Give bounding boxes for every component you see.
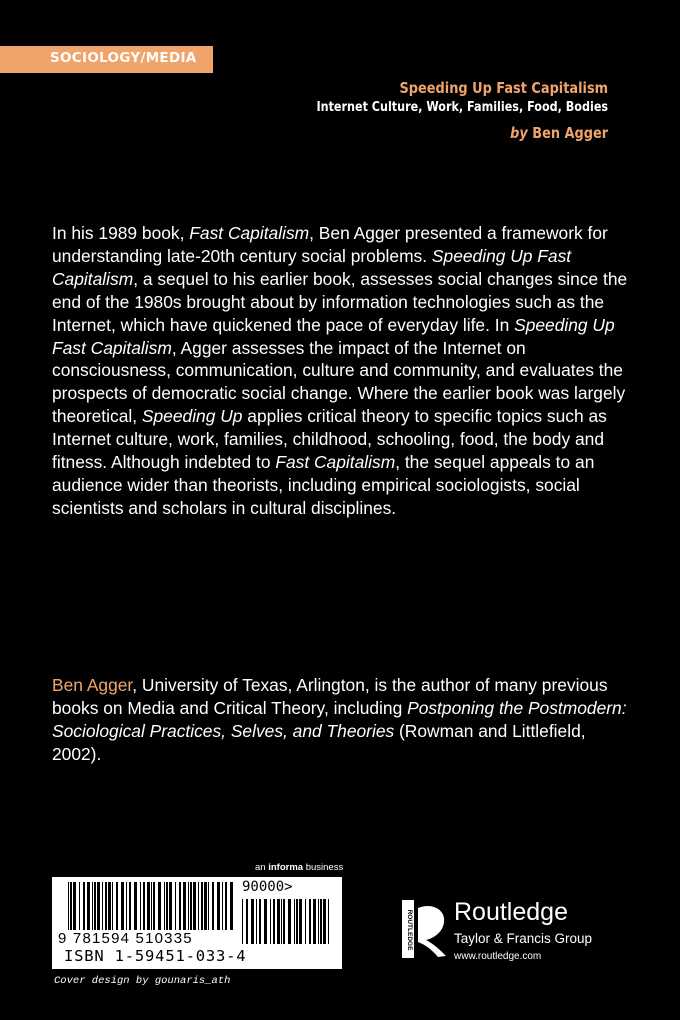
barcode-bar <box>283 899 285 944</box>
barcode-bar <box>230 882 233 930</box>
blurb-text: , Ben Agger presented a framework for understanding late-20th century social problems. <box>52 223 608 266</box>
barcode-bar <box>70 882 72 930</box>
bio-text: (Rowman and Littlefield, 2002). <box>52 720 586 764</box>
author-bio <box>52 674 632 766</box>
book-author: Ben Agger <box>532 124 608 142</box>
barcode-bar <box>140 882 141 930</box>
blurb-text: , the sequel appeals to an audience wider than theorists, including empirical sociologists, social scientists and scholars in cultural disciplines. <box>52 452 595 518</box>
barcode-bar <box>153 882 155 930</box>
barcode-bar <box>147 882 150 930</box>
book-blurb <box>52 222 632 520</box>
barcode-bar <box>126 882 127 930</box>
cover-credit: Cover design by gounaris_ath <box>54 975 231 987</box>
publisher-name: Routledge <box>454 898 568 926</box>
barcode-bar <box>204 882 207 930</box>
barcode-bar <box>183 882 186 930</box>
barcode-bar <box>246 899 248 944</box>
barcode-bar <box>217 882 220 930</box>
barcode-bar <box>175 882 176 930</box>
barcode-bar <box>129 882 131 930</box>
barcode-bar <box>299 899 302 944</box>
barcode-bar <box>121 882 124 930</box>
bio-author-name: Ben Agger <box>52 675 133 695</box>
logo-vertical-text: ROUTLEDGE <box>406 909 413 951</box>
barcode-bar <box>79 882 80 930</box>
barcode-bar <box>143 882 145 930</box>
ean-digits: 9 781594 510335 <box>58 930 193 947</box>
barcode-bar <box>169 882 172 930</box>
barcode-bar <box>270 899 271 944</box>
blurb-italic: Fast Capitalism <box>275 452 396 473</box>
barcode-bar <box>273 899 275 944</box>
barcode-bar <box>318 899 319 944</box>
barcode-bar <box>179 882 181 930</box>
barcode-bar <box>296 899 298 944</box>
barcode-bar <box>87 882 90 930</box>
barcode-bar <box>294 899 295 944</box>
barcode-bar <box>208 882 209 930</box>
isbn-barcode <box>52 877 342 969</box>
barcode-bar <box>73 882 76 930</box>
barcode-bar <box>190 882 192 930</box>
informa-suffix: business <box>303 862 344 873</box>
barcode-bar <box>105 882 107 930</box>
barcode-addon-digits: 90000> <box>242 879 293 895</box>
barcode-bar <box>158 882 161 930</box>
isbn-number: ISBN 1-59451-033-4 <box>64 947 247 965</box>
barcode-bar <box>225 882 227 930</box>
blurb-italic: Speeding Up <box>141 406 243 427</box>
barcode-bar <box>68 882 69 930</box>
barcode-bar <box>97 882 100 930</box>
barcode-bar <box>320 899 322 944</box>
barcode-bar <box>281 899 282 944</box>
barcode-bar <box>309 899 311 944</box>
book-subtitle: Internet Culture, Work, Families, Food, Bodies <box>316 100 608 115</box>
barcode-bar <box>188 882 189 930</box>
informa-prefix: an <box>255 862 269 873</box>
barcode-bar <box>193 882 196 930</box>
routledge-logo-icon <box>402 900 448 958</box>
informa-brand: informa <box>268 862 304 873</box>
barcode-bar <box>116 882 118 930</box>
barcode-bar <box>164 882 165 930</box>
blurb-text: , Agger assesses the impact of the Internet on consciousness, communication, culture and community, and evaluates the prospects of democratic social change. Where the earlier book was largely theoretical, <box>52 337 626 427</box>
barcode-bar <box>92 882 93 930</box>
blurb-italic: Speeding Up Fast Capitalism <box>52 245 572 289</box>
barcode-bar <box>94 882 96 930</box>
barcode-bar <box>264 899 267 944</box>
barcode-bar <box>112 882 113 930</box>
barcode-bar <box>259 899 261 944</box>
blurb-text: applies critical theory to specific topics such as Internet culture, work, families, childhood, schooling, food, the body and fitness. Although indebted to <box>52 406 607 473</box>
book-byline <box>316 123 608 143</box>
bio-text: , University of Texas, Arlington, is the author of many previous books on Media and Critical Theory, including <box>52 675 608 718</box>
barcode-bar <box>151 882 152 930</box>
barcode-bar <box>328 899 329 944</box>
barcode-bar <box>313 899 316 944</box>
informa-tagline <box>255 862 343 873</box>
publisher-url[interactable]: www.routledge.com <box>454 951 542 962</box>
barcode-bar <box>198 882 199 930</box>
barcode-bar <box>108 882 111 930</box>
barcode-bar <box>166 882 168 930</box>
barcode-bar <box>256 899 257 944</box>
blurb-italic: Speeding Up Fast Capitalism <box>52 314 615 358</box>
barcode-bar <box>242 899 243 944</box>
category-label: SOCIOLOGY/MEDIA <box>50 50 197 66</box>
blurb-text: In his 1989 book, <box>52 223 190 243</box>
barcode-bar <box>212 882 214 930</box>
barcode-bar <box>305 899 306 944</box>
barcode-bar <box>288 899 291 944</box>
barcode-bar <box>83 882 85 930</box>
barcode-bar <box>102 882 103 930</box>
barcode-bar <box>134 882 137 930</box>
barcode-bar <box>277 899 280 944</box>
addon-barcode-bars <box>242 899 334 944</box>
barcode-bar <box>251 899 254 944</box>
blurb-italic: Fast Capitalism <box>189 223 310 243</box>
barcode-bar <box>323 899 326 944</box>
barcode-bar <box>201 882 203 930</box>
publisher-group: Taylor & Francis Group <box>454 931 593 946</box>
book-title: Speeding Up Fast Capitalism <box>399 79 608 97</box>
byline-prefix: by <box>510 124 528 142</box>
blurb-text: , a sequel to his earlier book, assesses social changes since the end of the 1980s brought about by information technologies such as the Internet, which have quickened the pace of everyday life. In <box>52 268 628 335</box>
category-bar <box>0 46 213 73</box>
barcode-bar <box>222 882 223 930</box>
bio-italic: Postponing the Postmodern: Sociological Practices, Selves, and Theories <box>52 697 627 741</box>
title-block <box>316 78 608 143</box>
